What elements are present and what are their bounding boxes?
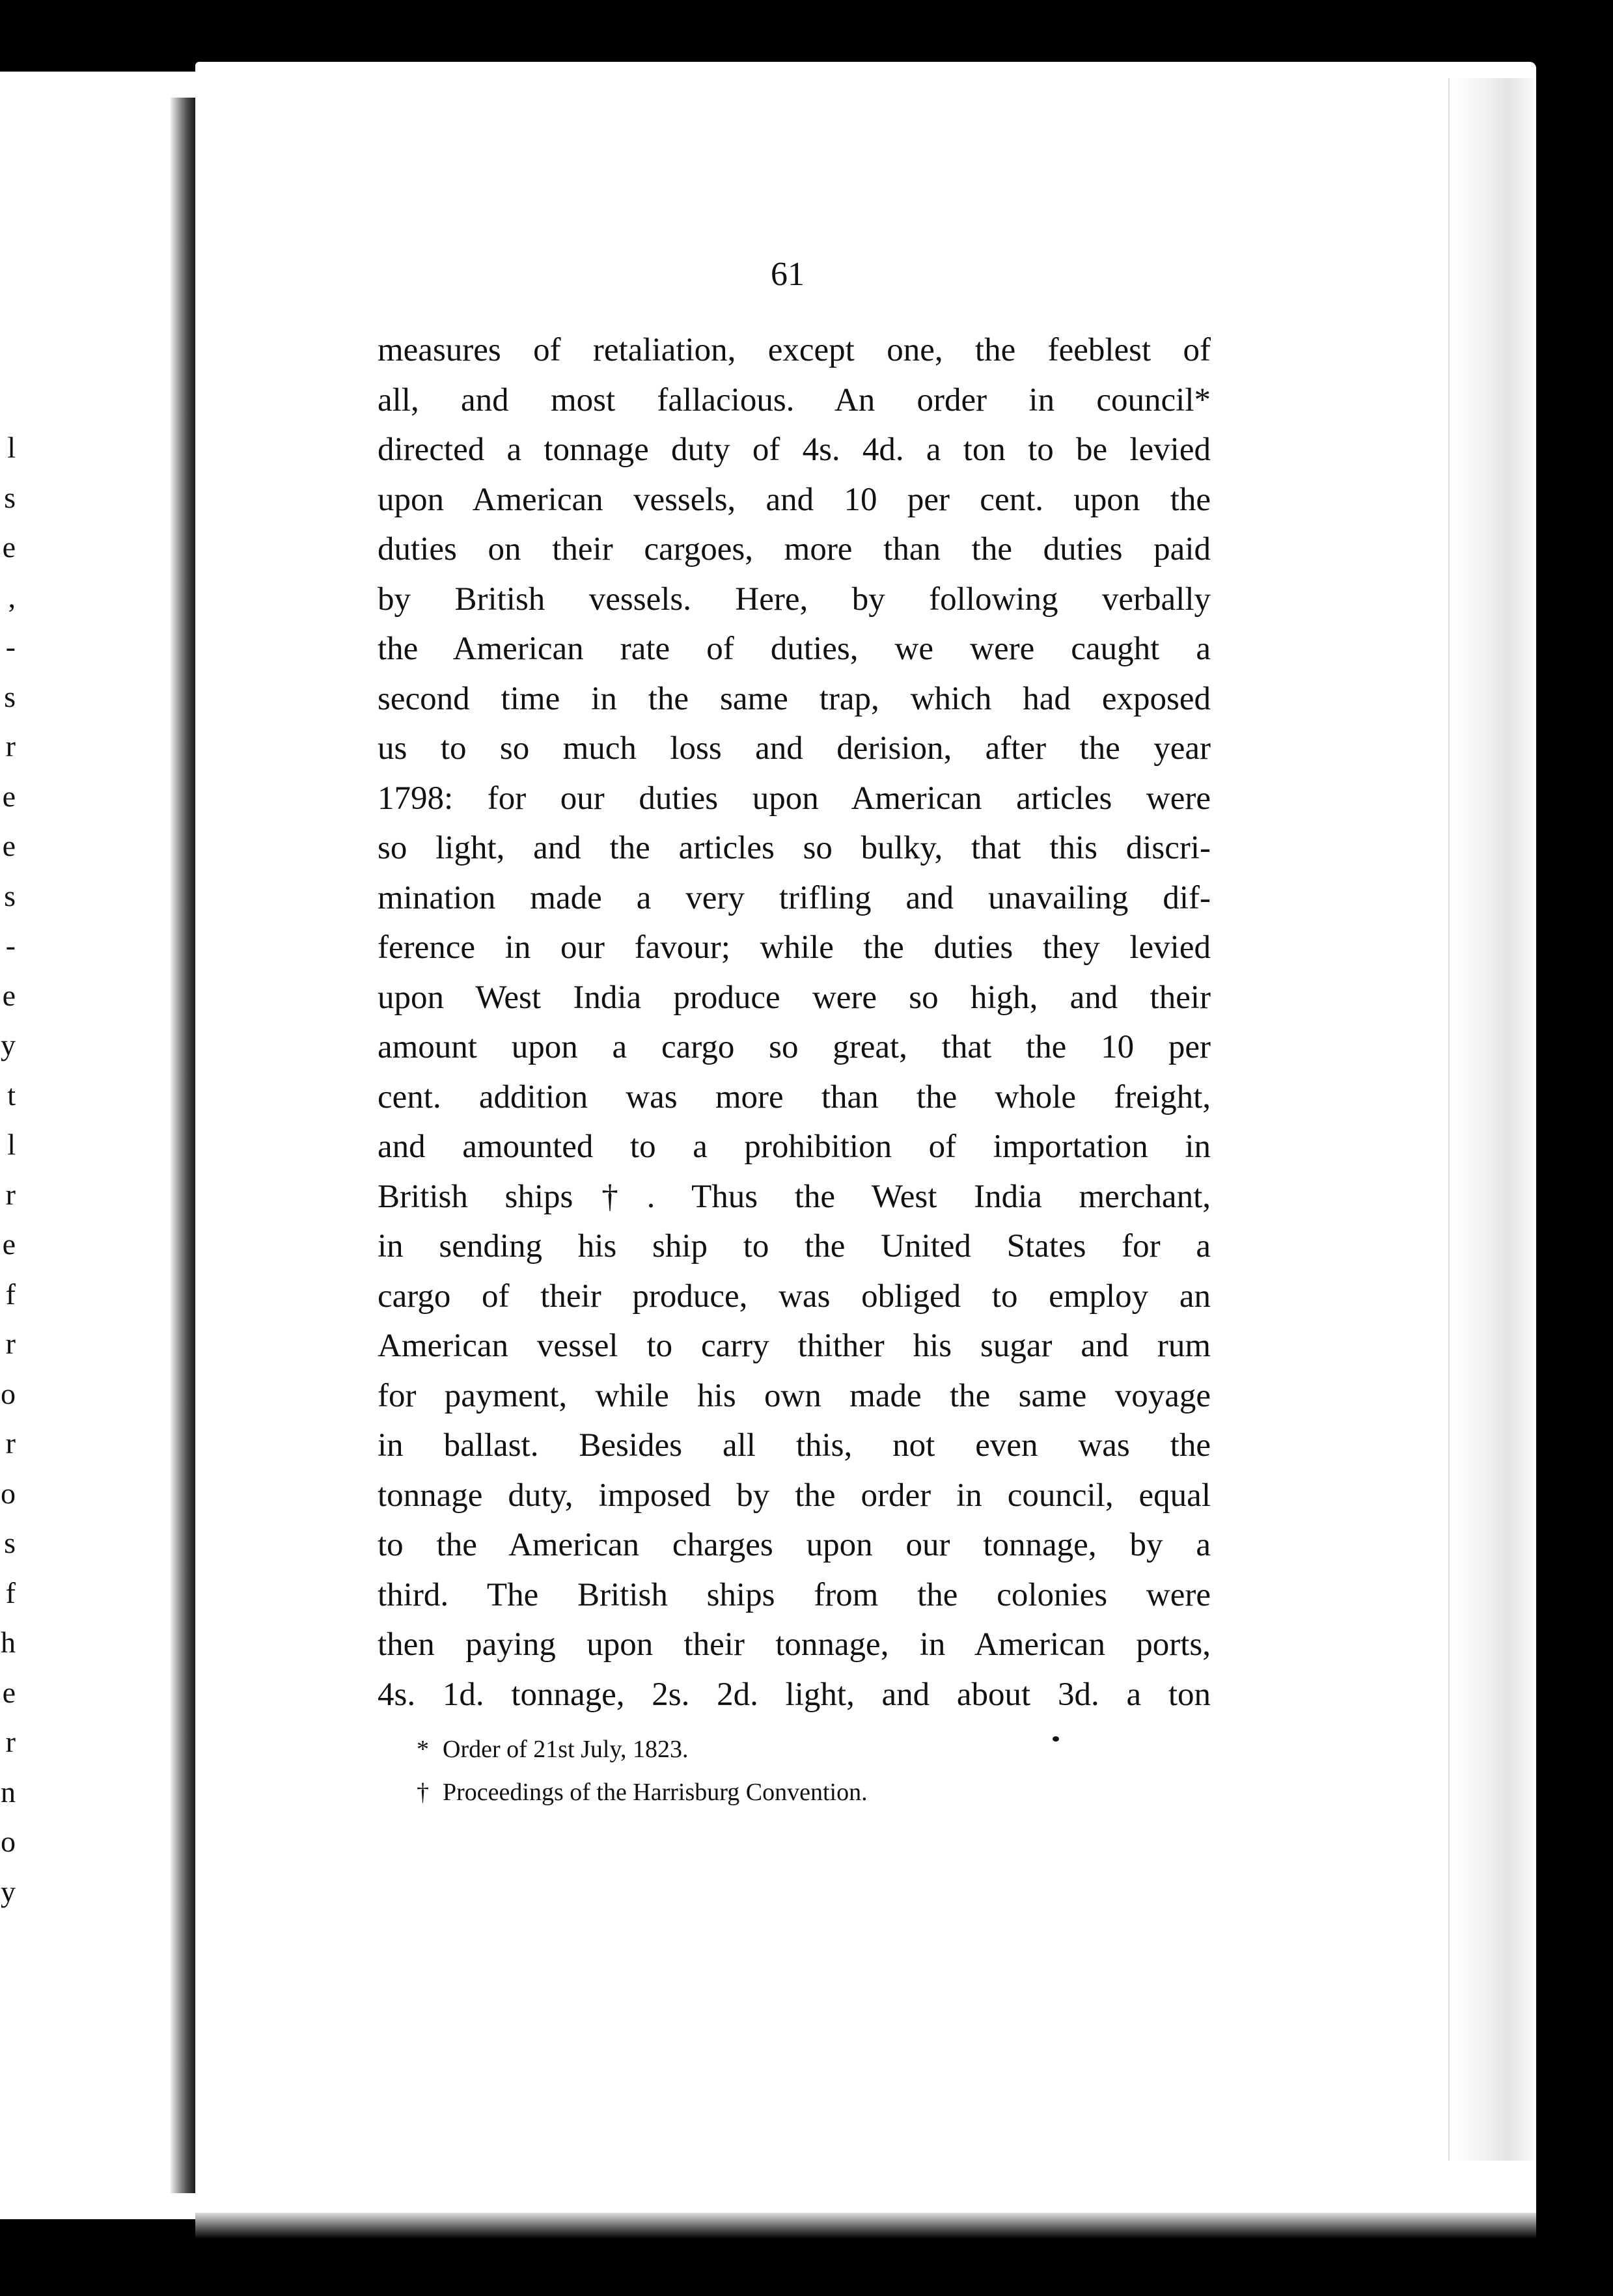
left-page-text-fragment xyxy=(0,423,16,1917)
left-fragment-char: o xyxy=(1,1825,16,1858)
text-line: third. The British ships from the colonies were xyxy=(378,1576,1211,1613)
text-line: ference in our favour; while the duties they levied xyxy=(378,929,1211,966)
left-fragment-char: s xyxy=(4,679,16,713)
left-fragment-char: r xyxy=(5,730,16,763)
text-line: British ships†. Thus the West India merchant, xyxy=(378,1178,1211,1215)
text-line: mination made a very trifling and unavailing dif- xyxy=(378,879,1211,916)
text-line: in ballast. Besides all this, not even was the xyxy=(378,1427,1211,1464)
left-fragment-char: , xyxy=(8,580,16,614)
text-line: measures of retaliation, except one, the feeblest of xyxy=(378,332,1211,368)
footnote-mark: * xyxy=(417,1736,429,1763)
text-line: cargo of their produce, was obliged to employ an xyxy=(378,1278,1211,1315)
text-line: by British vessels. Here, by following verbally xyxy=(378,581,1211,618)
page-bottom-shadow xyxy=(195,2213,1536,2239)
text-line: and amounted to a prohibition of importation in xyxy=(378,1128,1211,1165)
left-fragment-char: e xyxy=(2,829,16,862)
footnote xyxy=(417,1771,1198,1814)
left-fragment-char: l xyxy=(7,431,16,464)
page-number: 61 xyxy=(771,256,805,293)
footnote-text: Proceedings of the Harrisburg Convention. xyxy=(443,1779,868,1806)
page-stack-edge xyxy=(1448,78,1534,2161)
text-line: directed a tonnage duty of 4s. 4d. a ton to be levied xyxy=(378,431,1211,468)
text-line: amount upon a cargo so great, that the 10 per xyxy=(378,1029,1211,1065)
text-line: second time in the same trap, which had exposed xyxy=(378,680,1211,717)
text-line: in sending his ship to the United States for a xyxy=(378,1228,1211,1264)
left-fragment-char: e xyxy=(2,1227,16,1261)
text-line: upon West India produce were so high, and their xyxy=(378,979,1211,1016)
text-line: upon American vessels, and 10 per cent. upon the xyxy=(378,481,1211,518)
text-line: to the American charges upon our tonnage, by a xyxy=(378,1527,1211,1563)
book-gutter xyxy=(171,98,197,2193)
left-fragment-char: f xyxy=(5,1277,16,1311)
left-fragment-char: h xyxy=(1,1626,16,1659)
left-fragment-char: e xyxy=(2,530,16,564)
text-line: the American rate of duties, we were caught a xyxy=(378,631,1211,667)
left-fragment-char: r xyxy=(5,1327,16,1360)
left-fragment-char: n xyxy=(1,1775,16,1809)
left-fragment-char: e xyxy=(2,978,16,1012)
text-line: then paying upon their tonnage, in American ports, xyxy=(378,1626,1211,1663)
left-fragment-char: r xyxy=(5,1725,16,1758)
left-fragment-char: e xyxy=(2,1675,16,1709)
text-line: cent. addition was more than the whole freight, xyxy=(378,1078,1211,1115)
text-line: for payment, while his own made the same voyage xyxy=(378,1377,1211,1414)
left-fragment-char: y xyxy=(1,1028,16,1061)
left-fragment-char: f xyxy=(5,1576,16,1609)
left-fragment-char: y xyxy=(1,1874,16,1908)
text-line: tonnage duty, imposed by the order in council, equal xyxy=(378,1477,1211,1514)
left-fragment-char: e xyxy=(2,779,16,813)
text-line: 1798: for our duties upon American articles were xyxy=(378,780,1211,817)
footnote-mark: † xyxy=(417,1779,429,1806)
text-line: 4s. 1d. tonnage, 2s. 2d. light, and about 3d. a ton xyxy=(378,1676,1211,1713)
left-fragment-char: s xyxy=(4,480,16,514)
text-line: American vessel to carry thither his sugar and rum xyxy=(378,1328,1211,1364)
text-line: all, and most fallacious. An order in council* xyxy=(378,381,1211,418)
left-fragment-char: - xyxy=(5,630,16,663)
footnotes xyxy=(417,1728,1198,1814)
footnote xyxy=(417,1728,1198,1771)
left-fragment-char: t xyxy=(7,1078,16,1112)
left-fragment-char: s xyxy=(4,1526,16,1559)
footnote-text: Order of 21st July, 1823. xyxy=(443,1736,689,1763)
left-fragment-char: - xyxy=(5,929,16,962)
text-line: us to so much loss and derision, after the year xyxy=(378,730,1211,767)
text-line: so light, and the articles so bulky, that this discri- xyxy=(378,830,1211,866)
left-fragment-char: r xyxy=(5,1427,16,1460)
left-fragment-char: s xyxy=(4,879,16,912)
body-text xyxy=(378,325,1211,1719)
left-fragment-char: o xyxy=(1,1376,16,1410)
left-fragment-char: o xyxy=(1,1476,16,1510)
left-facing-page xyxy=(0,72,195,2219)
text-line: duties on their cargoes, more than the duties paid xyxy=(378,531,1211,567)
left-fragment-char: l xyxy=(7,1128,16,1161)
left-fragment-char: r xyxy=(5,1177,16,1211)
